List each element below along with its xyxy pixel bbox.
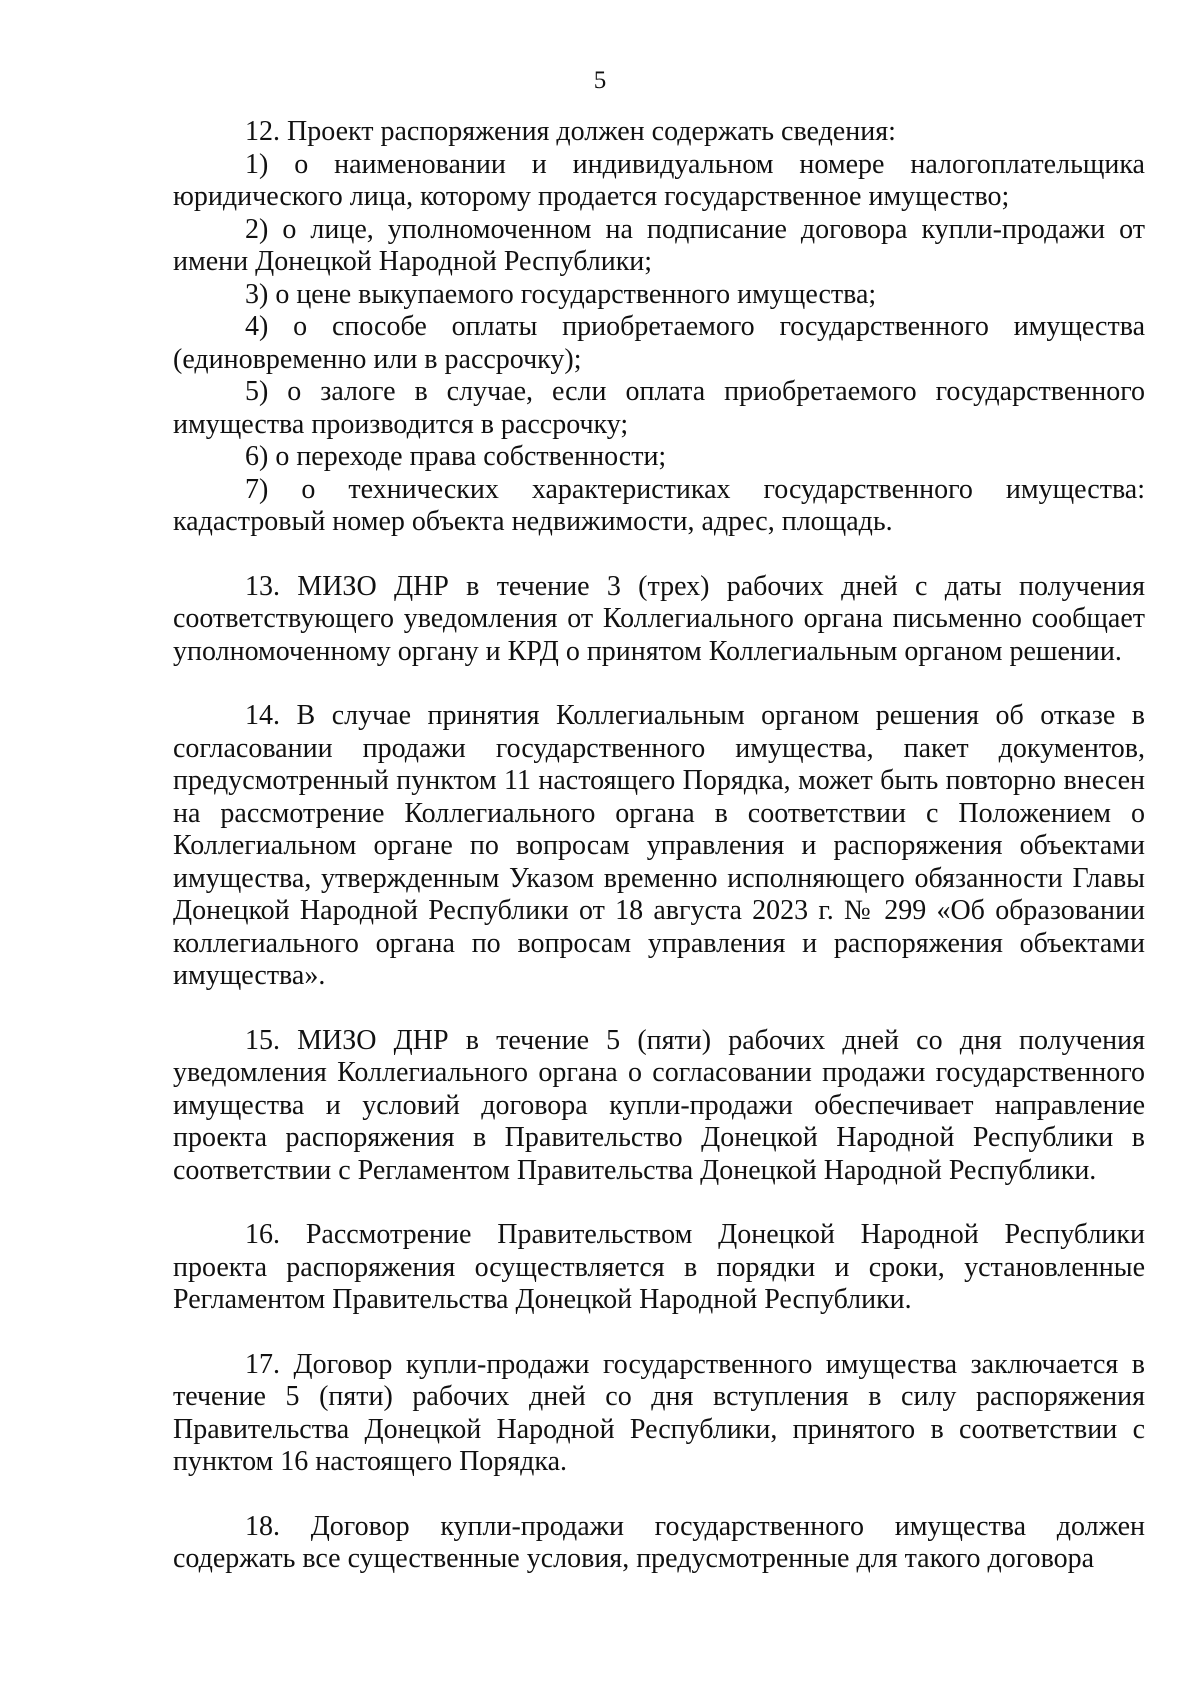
list-item-7: 7) о технических характеристиках государственного имущества: кадастровый номер объекта недвижимости, адрес, площадь. [173, 473, 1145, 537]
paragraph-12: 12. Проект распоряжения должен содержать сведения: [245, 116, 896, 147]
list-item-6: 6) о переходе права собственности; [245, 441, 667, 472]
paragraph-13: 13. МИЗО ДНР в течение 3 (трех) рабочих дней с даты получения соответствующего уведомления от Коллегиального органа письменно сообщает уполномоченному органу и КРД о принятом Коллегиальным органом решении. [173, 570, 1145, 667]
paragraph-16: 16. Рассмотрение Правительством Донецкой Народной Республики проекта распоряжения осуществляется в порядки и сроки, установленные Регламентом Правительства Донецкой Народной Республики. [173, 1219, 1145, 1315]
page-number: 5 [593, 67, 607, 94]
list-item-2: 2) о лице, уполномоченном на подписание договора купли-продажи от имени Донецкой Народной Республики; [173, 213, 1145, 277]
list-item-5: 5) о залоге в случае, если оплата приобретаемого государственного имущества производится в рассрочку; [173, 376, 1145, 440]
document-body [173, 116, 1145, 1576]
paragraph-17: 17. Договор купли-продажи государственного имущества заключается в течение 5 (пяти) рабочих дней со дня вступления в силу распоряжения Правительства Донецкой Народной Республики, принятого в соответствии с пунктом 16 настоящего Порядка. [173, 1348, 1145, 1477]
paragraph-14: 14. В случае принятия Коллегиальным органом решения об отказе в согласовании продажи государственного имущества, пакет документов, предусмотренный пунктом 11 настоящего Порядка, может быть повторно внесен на рассмотрение Коллегиального органа в соответствии с Положением о Коллегиальном органе по вопросам управления и распоряжения объектами имущества, утвержденным Указом временно исполняющего обязанности Главы Донецкой Народной Республики от 18 августа 2023 г. № 299 «Об образовании коллегиального органа по вопросам управления и распоряжения объектами имущества». [173, 700, 1145, 991]
list-item-3: 3) о цене выкупаемого государственного имущества; [245, 278, 877, 310]
list-item-1: 1) о наименовании и индивидуальном номере налогоплательщика юридического лица, которому продается государственное имущество; [173, 148, 1145, 212]
paragraph-18: 18. Договор купли-продажи государственного имущества должен содержать все существенные условия, предусмотренные для такого договора [173, 1510, 1145, 1574]
paragraph-15: 15. МИЗО ДНР в течение 5 (пяти) рабочих дней со дня получения уведомления Коллегиального органа о согласовании продажи государственного имущества и условий договора купли-продажи обеспечивает направление проекта распоряжения в Правительство Донецкой Народной Республики в соответствии с Регламентом Правительства Донецкой Народной Республики. [173, 1024, 1145, 1186]
list-item-4: 4) о способе оплаты приобретаемого государственного имущества (единовременно или в рассрочку); [173, 311, 1145, 375]
